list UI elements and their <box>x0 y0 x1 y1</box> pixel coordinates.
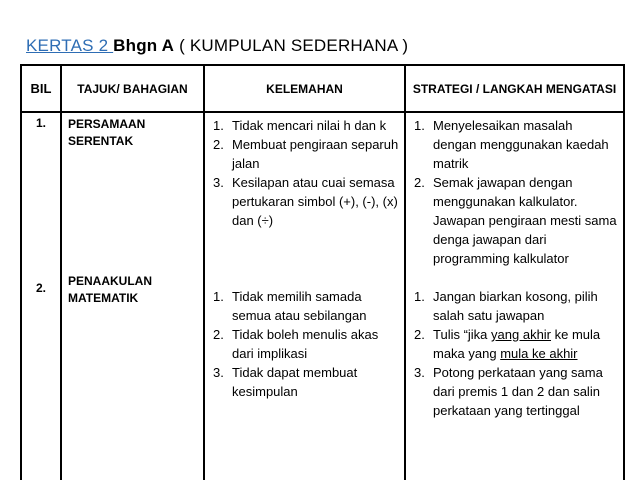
strategy-list <box>406 116 623 278</box>
weakness-list <box>205 287 404 401</box>
list-item: 1. Tidak mencari nilai h dan k <box>213 118 387 133</box>
table-row <box>21 112 624 480</box>
list-item: 3. Tidak dapat membuat kesimpulan <box>213 365 358 399</box>
header-tajuk: TAJUK/ BAHAGIAN <box>61 65 204 112</box>
topic-cell <box>61 112 204 480</box>
row-number: 2. <box>35 281 46 295</box>
list-item: 3. Kesilapan atau cuai semasa pertukaran simbol (+), (-), (x) dan (÷) <box>213 175 398 228</box>
list-item: 3. Potong perkataan yang sama dari premis 1 dan 2 dan salin perkataan yang tertinggal <box>414 365 603 418</box>
title-paper: KERTAS 2 <box>26 36 114 55</box>
title-section: Bhgn A <box>113 36 175 55</box>
topic-title: PERSAMAAN SERENTAK <box>68 117 146 148</box>
list-item: 2. Tidak boleh menulis akas dari implikasi <box>213 327 379 361</box>
list-item: 1. Menyelesaikan masalah dengan menggunakan kaedah matrik <box>414 118 609 171</box>
header-row <box>21 65 624 112</box>
page-title <box>26 36 408 56</box>
header-kelemahan: KELEMAHAN <box>204 65 405 112</box>
header-bil: BIL <box>21 65 61 112</box>
strategy-cell <box>405 112 624 480</box>
weakness-list <box>205 116 404 278</box>
bil-cell <box>21 112 61 480</box>
title-group: ( KUMPULAN SEDERHANA ) <box>174 36 409 55</box>
list-item: 1. Jangan biarkan kosong, pilih salah satu jawapan <box>414 289 598 323</box>
weakness-table <box>20 64 625 480</box>
strategy-list <box>406 287 623 420</box>
list-item: 2. Membuat pengiraan separuh jalan <box>213 137 399 171</box>
topic-title: PENAAKULAN MATEMATIK <box>68 274 152 305</box>
list-item: 2. Semak jawapan dengan menggunakan kalkulator. Jawapan pengiraan mesti sama denga jawapan dari programming kalkulator <box>414 175 617 266</box>
row-number: 1. <box>35 116 46 130</box>
list-item: 2. Tulis “jika yang akhir ke mula maka yang mula ke akhir <box>414 327 601 361</box>
weakness-cell <box>204 112 405 480</box>
list-item: 1. Tidak memilih samada semua atau sebilangan <box>213 289 367 323</box>
header-strategi: STRATEGI / LANGKAH MENGATASI <box>405 65 624 112</box>
